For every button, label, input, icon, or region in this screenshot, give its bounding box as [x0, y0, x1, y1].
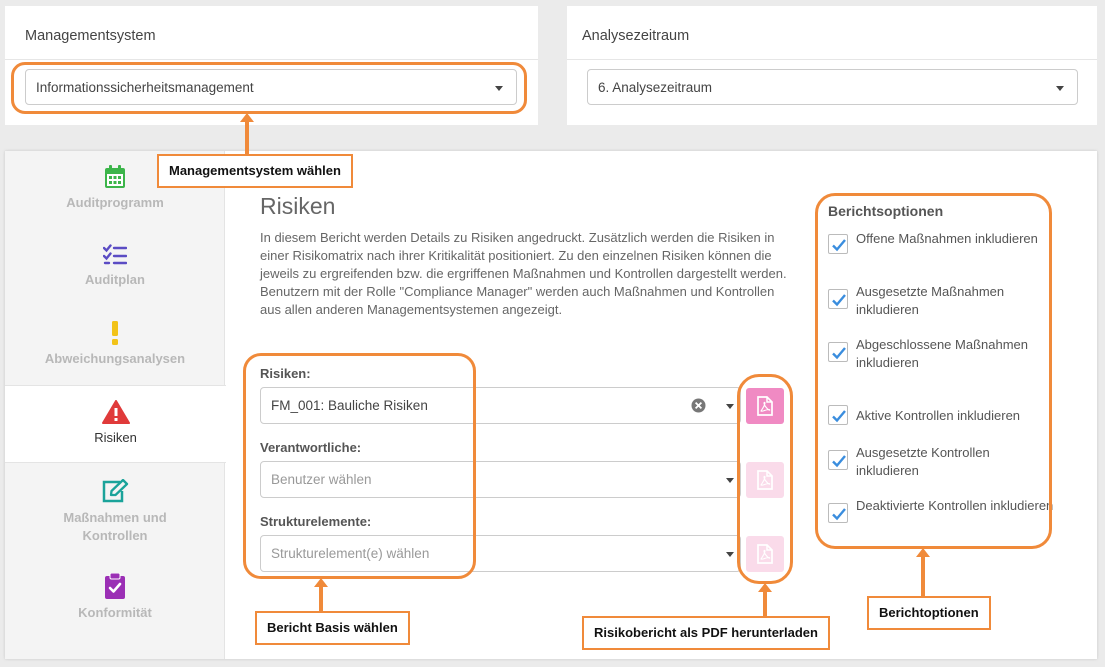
option-label: Deaktivierte Kontrollen inkludieren	[856, 498, 1054, 513]
structure-label: Strukturelemente:	[260, 514, 372, 529]
option-label: Aktive Kontrollen inkludieren	[856, 408, 1021, 423]
report-title: Risiken	[260, 193, 336, 219]
callout-management-label: Managementsystem wählen	[157, 154, 353, 188]
callout-box-basis	[243, 353, 476, 579]
edit-icon	[101, 479, 129, 503]
sidebar-item-label: Abweichungsanalysen	[44, 351, 186, 366]
sidebar-item-label: Konformität	[78, 605, 152, 620]
calendar-icon	[104, 165, 126, 189]
sidebar-item-auditplan[interactable]	[5, 244, 225, 314]
management-system-title: Managementsystem	[5, 6, 538, 60]
arrow-line	[319, 586, 323, 611]
sidebar-item-label: Risiken	[94, 430, 137, 445]
analysis-period-value: 6. Analysezeitraum	[598, 80, 713, 95]
chevron-down-icon	[726, 404, 734, 409]
sidebar-item-massnahmen[interactable]	[5, 479, 225, 549]
callout-box-management	[11, 62, 527, 114]
checklist-icon	[103, 244, 127, 266]
option-label: Offene Maßnahmen inkludieren	[856, 231, 1038, 246]
report-description-text-2: Benutzern mit der Rolle "Compliance Manager" werden auch Maßnahmen und Kontrollen aus allen anderen Managementsystemen angezeigt.	[260, 284, 775, 317]
sidebar-item-label: Auditprogramm	[66, 195, 164, 210]
callout-box-options	[815, 193, 1052, 549]
warning-icon	[102, 400, 130, 424]
structure-placeholder: Strukturelement(e) wählen	[271, 546, 430, 561]
callout-options-label: Berichtoptionen	[867, 596, 991, 630]
chevron-down-icon	[726, 478, 734, 483]
analysis-period-title: Analysezeitraum	[567, 6, 1097, 60]
chevron-down-icon	[726, 552, 734, 557]
risks-value: FM_001: Bauliche Risiken	[271, 398, 428, 413]
sidebar-item-risiken[interactable]	[5, 385, 226, 463]
report-description	[260, 229, 790, 319]
arrow-line	[245, 121, 249, 154]
report-options-title: Berichtsoptionen	[828, 203, 944, 219]
chevron-down-icon	[1056, 86, 1064, 91]
responsible-label: Verantwortliche:	[260, 440, 362, 455]
sidebar-item-abweichungsanalysen[interactable]	[5, 321, 225, 391]
exclamation-icon	[109, 321, 121, 345]
callout-basis-label: Bericht Basis wählen	[255, 611, 410, 645]
clear-icon[interactable]	[691, 398, 706, 413]
arrow-line	[763, 591, 767, 616]
responsible-placeholder: Benutzer wählen	[271, 472, 372, 487]
report-sidebar	[5, 151, 225, 659]
option-label: Abgeschlossene Maßnahmen inkludieren	[856, 337, 1028, 370]
sidebar-item-label: Maßnahmen und Kontrollen	[63, 510, 167, 543]
clipboard-check-icon	[105, 573, 125, 599]
risks-label: Risiken:	[260, 366, 311, 381]
sidebar-item-konformitaet[interactable]	[5, 573, 225, 643]
option-label: Ausgesetzte Kontrollen inkludieren	[856, 445, 990, 478]
management-system-value: Informationssicherheitsmanagement	[36, 80, 254, 95]
report-description-text: In diesem Bericht werden Details zu Risiken angedruckt. Zusätzlich werden die Risiken in einer Risikomatrix nach ihrer Kritikalität positioniert. Zu den einzelnen Risiken können die jeweils zu ergreifenden bzw. die ergriffenen Maßnahmen und Kontrollen dargestellt werden.	[260, 230, 787, 281]
arrow-line	[921, 556, 925, 596]
callout-box-pdf	[737, 374, 793, 584]
option-label: Ausgesetzte Maßnahmen inkludieren	[856, 284, 1005, 317]
analysis-period-panel	[567, 6, 1097, 125]
sidebar-item-label: Auditplan	[85, 272, 145, 287]
callout-pdf-label: Risikobericht als PDF herunterladen	[582, 616, 830, 650]
analysis-period-select[interactable]	[587, 69, 1078, 105]
